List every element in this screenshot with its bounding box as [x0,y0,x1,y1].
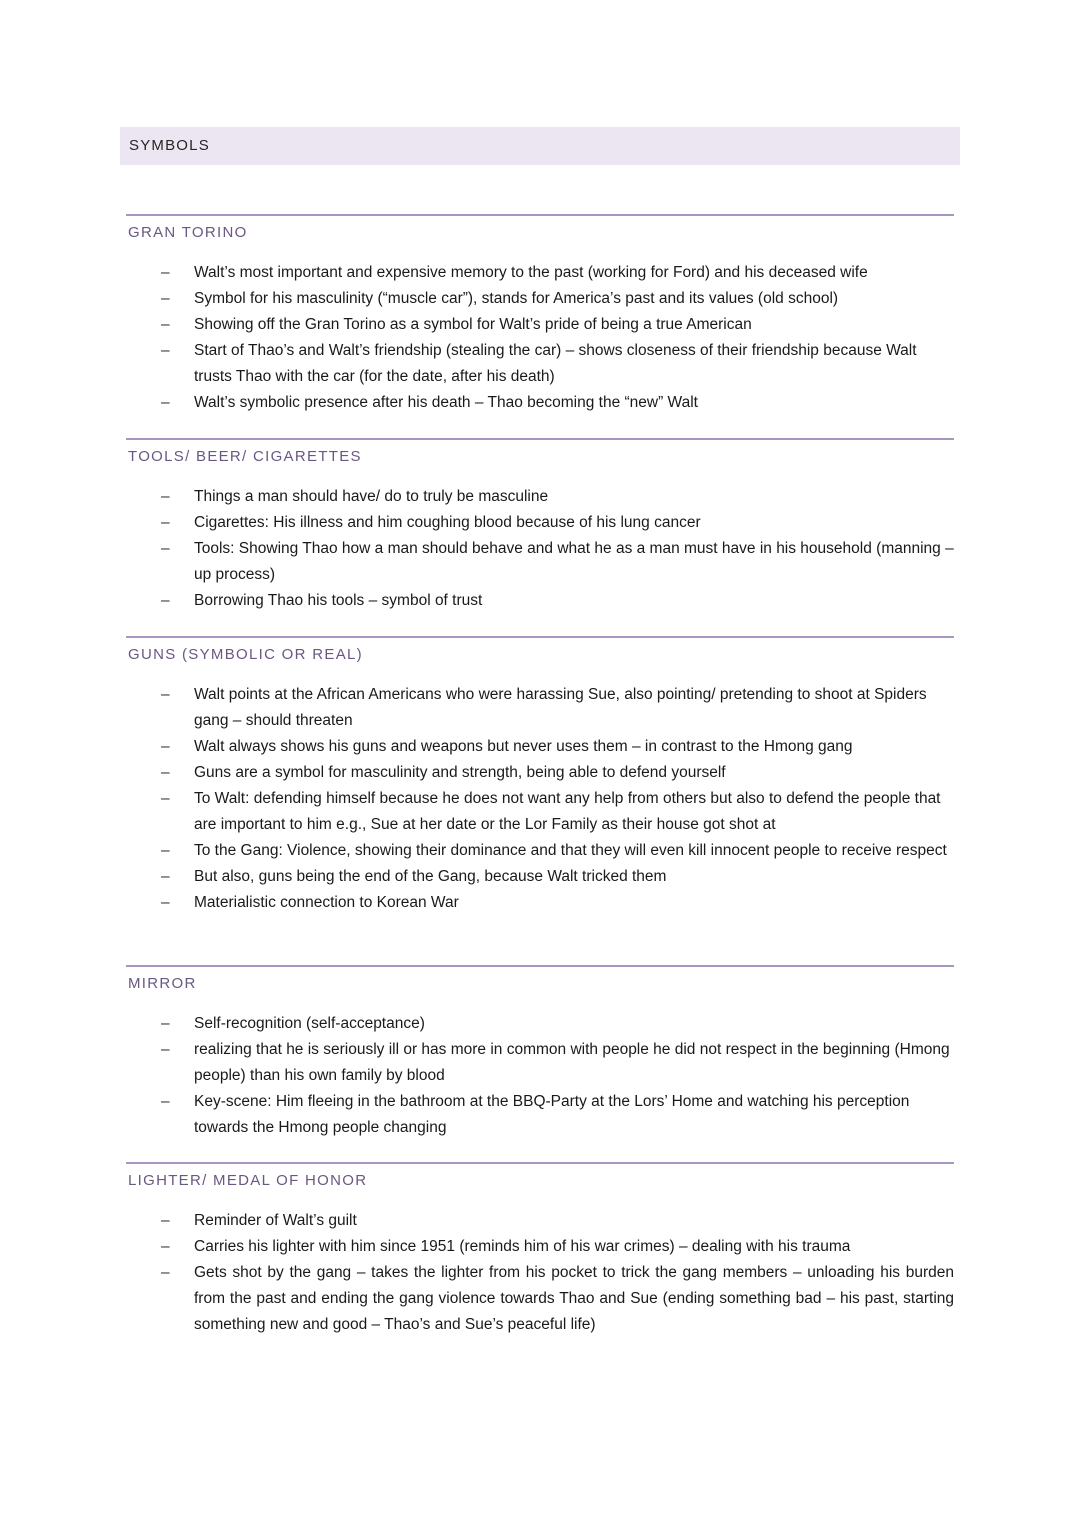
section-gran-torino [126,214,954,416]
list-item: – Gets shot by the gang – takes the lighter from his pocket to trick the gang members – unloading his burden from the past and ending the gang violence towards Thao and Sue (ending something bad – his past, starting something new and good – Thao’s and Sue’s peaceful life) [126,1260,954,1338]
list-item: – Cigarettes: His illness and him coughing blood because of his lung cancer [126,510,954,536]
section-divider [126,438,954,440]
section-heading: MIRROR [128,975,197,992]
dash-bullet-icon: – [161,738,170,755]
list-item: – Showing off the Gran Torino as a symbol for Walt’s pride of being a true American [126,312,954,338]
section-divider [126,636,954,638]
list-item: – Carries his lighter with him since 1951 (reminds him of his war crimes) – dealing with his trauma [126,1234,954,1260]
section-heading: TOOLS/ BEER/ CIGARETTES [128,448,362,465]
dash-bullet-icon: – [161,842,170,859]
list-item: – Walt’s symbolic presence after his death – Thao becoming the “new” Walt [126,390,954,416]
dash-bullet-icon: – [161,1212,170,1229]
list-item: – realizing that he is seriously ill or has more in common with people he did not respect in the beginning (Hmong people) than his own family by blood [126,1037,954,1089]
dash-bullet-icon: – [161,894,170,911]
dash-bullet-icon: – [161,686,170,703]
dash-bullet-icon: – [161,1264,170,1281]
list-item: – To the Gang: Violence, showing their dominance and that they will even kill innocent people to receive respect [126,838,954,864]
dash-bullet-icon: – [161,264,170,281]
dash-bullet-icon: – [161,1238,170,1255]
dash-bullet-icon: – [161,764,170,781]
section-heading: LIGHTER/ MEDAL OF HONOR [128,1172,368,1189]
dash-bullet-icon: – [161,868,170,885]
section-heading: GUNS (SYMBOLIC OR REAL) [128,646,363,663]
dash-bullet-icon: – [161,1015,170,1032]
bullet-list [126,1208,954,1338]
dash-bullet-icon: – [161,1041,170,1058]
dash-bullet-icon: – [161,540,170,557]
list-item: – To Walt: defending himself because he does not want any help from others but also to defend the people that are important to him e.g., Sue at her date or the Lor Family as their house got shot at [126,786,954,838]
section-mirror [126,965,954,1141]
section-lighter-medal [126,1162,954,1338]
section-heading: GRAN TORINO [128,224,248,241]
list-item: – Walt’s most important and expensive memory to the past (working for Ford) and his deceased wife [126,260,954,286]
list-item: – But also, guns being the end of the Gang, because Walt tricked them [126,864,954,890]
section-divider [126,214,954,216]
dash-bullet-icon: – [161,316,170,333]
list-item: – Self-recognition (self-acceptance) [126,1011,954,1037]
section-divider [126,965,954,967]
dash-bullet-icon: – [161,342,170,359]
list-item: – Walt always shows his guns and weapons but never uses them – in contrast to the Hmong gang [126,734,954,760]
list-item: – Materialistic connection to Korean War [126,890,954,916]
list-item: – Borrowing Thao his tools – symbol of trust [126,588,954,614]
section-divider [126,1162,954,1164]
dash-bullet-icon: – [161,488,170,505]
dash-bullet-icon: – [161,1093,170,1110]
section-guns [126,636,954,916]
list-item: – Guns are a symbol for masculinity and strength, being able to defend yourself [126,760,954,786]
dash-bullet-icon: – [161,394,170,411]
list-item: – Walt points at the African Americans who were harassing Sue, also pointing/ pretending to shoot at Spiders gang – should threaten [126,682,954,734]
list-item: – Symbol for his masculinity (“muscle car”), stands for America’s past and its values (old school) [126,286,954,312]
title-bar [120,127,960,165]
dash-bullet-icon: – [161,790,170,807]
section-tools-beer-cigarettes [126,438,954,614]
list-item: – Start of Thao’s and Walt’s friendship (stealing the car) – shows closeness of their friendship because Walt trusts Thao with the car (for the date, after his death) [126,338,954,390]
bullet-list [126,682,954,916]
dash-bullet-icon: – [161,290,170,307]
list-item: – Things a man should have/ do to truly be masculine [126,484,954,510]
bullet-list [126,484,954,614]
bullet-list [126,1011,954,1141]
list-item: – Tools: Showing Thao how a man should behave and what he as a man must have in his household (manning – up process) [126,536,954,588]
list-item: – Key-scene: Him fleeing in the bathroom at the BBQ-Party at the Lors’ Home and watching his perception towards the Hmong people changing [126,1089,954,1141]
dash-bullet-icon: – [161,592,170,609]
page-title: SYMBOLS [129,137,210,154]
list-item: – Reminder of Walt’s guilt [126,1208,954,1234]
dash-bullet-icon: – [161,514,170,531]
bullet-list [126,260,954,416]
